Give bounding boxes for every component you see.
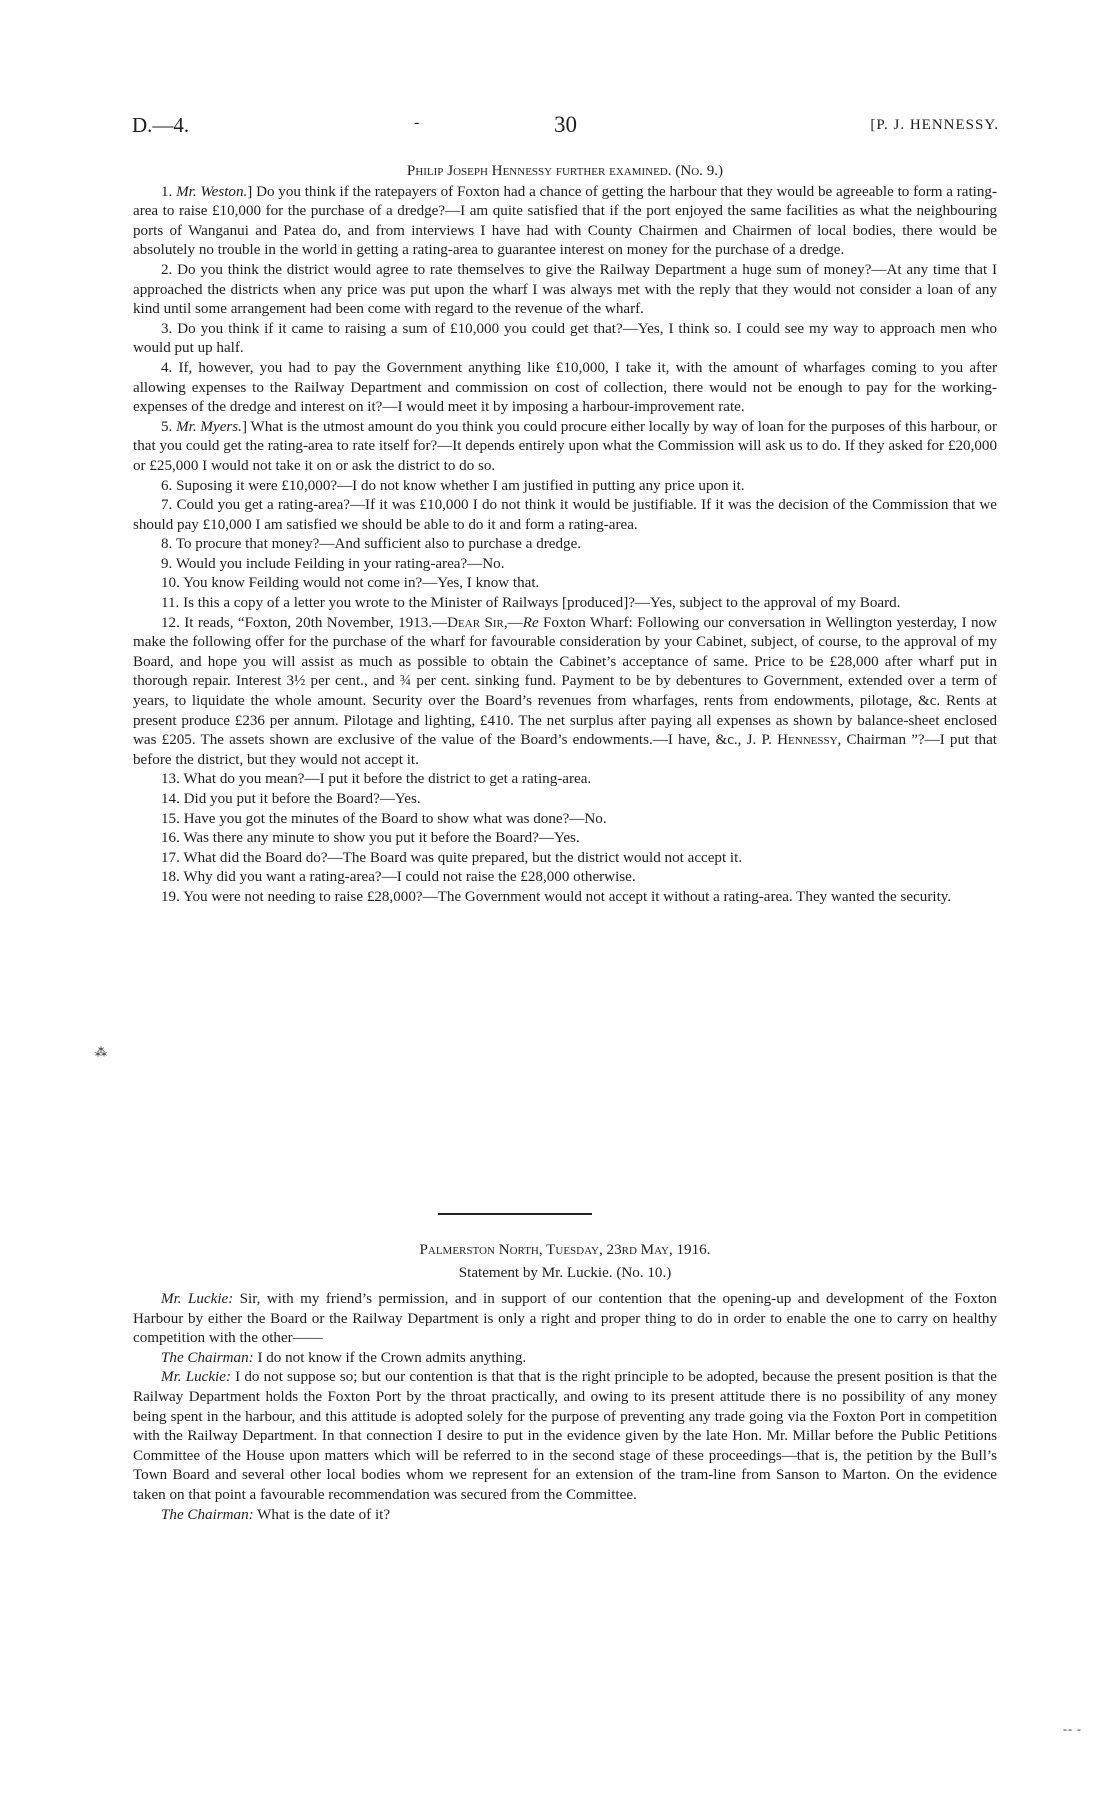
page-header (132, 110, 999, 140)
question-paragraph: 6. Suposing it were £10,000?—I do not know whether I am justified in putting any price upon it. (161, 477, 745, 494)
statement-heading: Statement by Mr. Luckie. (No. 10.) (458, 1265, 672, 1281)
page-number: 30 (554, 112, 577, 137)
section-heading: Philip Joseph Hennessy further examined. (No. 9.) (406, 163, 724, 179)
question-paragraph: 13. What do you mean?—I put it before the district to get a rating-area. (161, 771, 592, 788)
question-paragraph: 1. Mr. Weston.] Do you think if the ratepayers of Foxton had a chance of getting the harbour that they would be agreeable to form a rating-area to raise £10,000 for the purchase of a dredge?—I am quite satisfied that if the port enjoyed the same facilities as what the neighbouring ports of Wanganui and Patea do, and from interviews I have had with County Chairmen and Chairmen of local bodies, there would be absolutely no trouble in the world in getting a rating-area to guarantee interest on money for the purchase of a dredge. (133, 183, 997, 259)
statement-body (133, 1290, 997, 1525)
question-paragraph: 14. Did you put it before the Board?—Yes. (161, 791, 421, 807)
statement-section (133, 1290, 997, 1525)
statement-paragraph: The Chairman: I do not know if the Crown admits anything. (161, 1349, 527, 1366)
question-paragraph: 16. Was there any minute to show you put it before the Board?—Yes. (161, 830, 580, 847)
margin-mark-left: ⁂ (95, 1045, 108, 1059)
question-paragraph: 3. Do you think if it came to raising a sum of £10,000 you could get that?—Yes, I think so. I could see my way to approach men who would put up half. (133, 320, 997, 357)
question-paragraph: 18. Why did you want a rating-area?—I could not raise the £28,000 otherwise. (161, 869, 636, 886)
examination-section (133, 162, 997, 908)
statement-paragraph: Mr. Luckie: Sir, with my friend’s permission, and in support of our contention that the opening-up and development of the Foxton Harbour by either the Board or the Railway Department is only a right and proper thing to do in order to enable the one to carry on healthy competition with the other—— (133, 1291, 997, 1347)
question-paragraph: 19. You were not needing to raise £28,000?—The Government would not accept it without a rating-area. They wanted the security. (161, 888, 952, 905)
question-paragraph: 2. Do you think the district would agree to rate themselves to give the Railway Department a huge sum of money?—At any time that I approached the districts when any price was put upon the wharf I was always met with the reply that they would not consider a loan of any kind until some arrangement had been come with regard to the revenue of the wharf. (133, 261, 997, 318)
question-paragraph: 8. To procure that money?—And sufficient also to purchase a dredge. (161, 536, 582, 553)
question-paragraph: 5. Mr. Myers.] What is the utmost amount do you think you could procure either locally by way of loan for the purposes of this harbour, or that you could get the rating-area to rate itself for?—It depends entirely upon what the Commission will ask us to do. If they asked for £20,000 or £25,000 I would not take it on or ask the district to do so. (133, 418, 997, 474)
question-paragraph: 11. Is this a copy of a letter you wrote to the Minister of Railways [produced]?—Yes, subject to the approval of my Board. (161, 595, 901, 612)
section-divider (438, 1213, 592, 1215)
statement-paragraph: The Chairman: What is the date of it? (161, 1506, 391, 1523)
witness-name: [P. J. HENNESSY. (870, 117, 999, 133)
statement-paragraph: Mr. Luckie: I do not suppose so; but our contention is that that is the right principle to be adopted, because the present position is that the Railway Department holds the Foxton Port by the throat practically, and owing to its present attitude there is no possibility of any money being spent in the harbour, and this attitude is adopted solely for the purpose of preventing any trade going via the Foxton Port in competition with the Railway Department. In that connection I desire to put in the evidence given by the late Hon. Mr. Millar before the Public Petitions Committee of the House upon matters which will be referred to in the second stage of these proceedings—that is, the petition by the Bull’s Town Board and several other local bodies whom we represent for an extension of the tram-line from Sanson to Marton. On the evidence taken on that point a favourable recommendation was secured from the Committee. (133, 1369, 997, 1503)
examination-body (133, 183, 997, 908)
question-paragraph: 12. It reads, “Foxton, 20th November, 1913.—Dear Sir,—Re Foxton Wharf: Following our conversation in Wellington yesterday, I now make the following offer for the purchase of the wharf for favourable consideration by your Cabinet, subject, of course, to the approval of my Board, and hope you will assist as much as possible to obtain the Cabinet’s acceptance of same. Price to be £28,000 after wharf put in thorough repair. Interest 3½ per cent., and ¾ per cent. sinking fund. Payment to be by debentures to Government, extended over a term of years, to liquidate the whole amount. Security over the Board’s revenues from wharfages, rents from endowments, pilotage, &c. Rents at present produce £236 per annum. Pilotage and lighting, £410. The net surplus after paying all expenses as shown by balance-sheet enclosed was £205. The assets shown are exclusive of the value of the Board’s endowments.—I have, &c., J. P. Hennessy, Chairman ”?—I put that before the district, but they would not accept it. (133, 614, 998, 768)
question-paragraph: 17. What did the Board do?—The Board was quite prepared, but the district would not accept it. (161, 849, 743, 866)
question-paragraph: 4. If, however, you had to pay the Government anything like £10,000, I take it, with the amount of wharfages coming to you after allowing expenses to the Railway Department and commission on cost of collection, there would not be enough to pay for the working-expenses of the dredge and interest on it?—I would meet it by imposing a harbour-improvement rate. (133, 359, 997, 416)
session-heading: Palmerston North, Tuesday, 23rd May, 1916. (419, 1242, 711, 1258)
header-dash: - (414, 114, 420, 131)
margin-mark-right: -- - (1063, 1722, 1082, 1736)
document-code: D.—4. (132, 113, 190, 137)
question-paragraph: 10. You know Feilding would not come in?—Yes, I know that. (161, 575, 540, 592)
question-paragraph: 15. Have you got the minutes of the Board to show what was done?—No. (161, 810, 607, 827)
question-paragraph: 9. Would you include Feilding in your rating-area?—No. (161, 555, 505, 572)
question-paragraph: 7. Could you get a rating-area?—If it was £10,000 I do not think it would be justifiable. If it was the decision of the Commission that we should pay £10,000 I am satisfied we should be able to do it and form a rating-area. (133, 497, 997, 533)
